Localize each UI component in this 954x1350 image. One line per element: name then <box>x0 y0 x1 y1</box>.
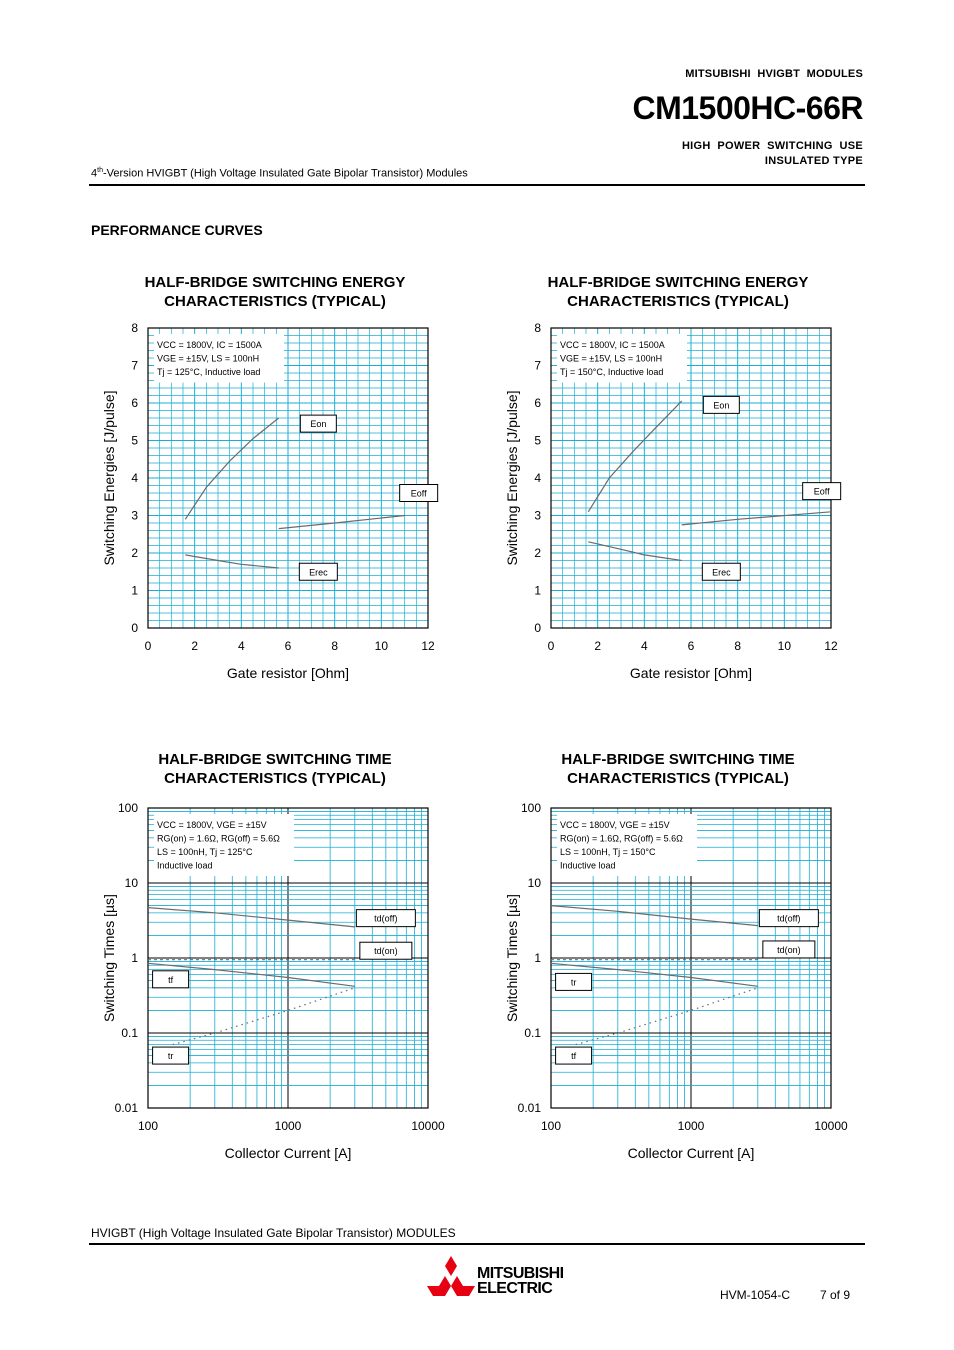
y-tick-label: 7 <box>534 358 541 373</box>
series-label: td(on) <box>777 944 801 955</box>
logo-line-2: ELECTRIC <box>477 1280 553 1297</box>
y-tick-label: 5 <box>131 433 138 448</box>
y-tick-label: 8 <box>131 321 138 335</box>
condition-text: VCC = 1800V, IC = 1500A <box>157 340 262 350</box>
series-label: Eon <box>713 400 730 411</box>
x-axis-label: Gate resistor [Ohm] <box>226 665 350 681</box>
x-tick-label: 8 <box>734 639 742 653</box>
x-tick-label: 10 <box>777 639 792 653</box>
y-tick-label: 5 <box>534 433 541 448</box>
y-tick-label: 8 <box>534 321 541 335</box>
y-tick-label: 6 <box>534 396 541 410</box>
y-tick-label: 3 <box>534 508 541 523</box>
chart-time-125c <box>90 790 450 1170</box>
x-tick-label: 10000 <box>814 1119 848 1133</box>
x-tick-label: 4 <box>640 639 648 653</box>
condition-text: RG(on) = 1.6Ω, RG(off) = 5.6Ω <box>157 833 280 844</box>
series-label: tf <box>571 1051 577 1062</box>
footer-rule <box>89 1243 865 1245</box>
y-axis-label: Switching Energies [J/pulse] <box>504 390 520 566</box>
chart-3-title-line2: CHARACTERISTICS (TYPICAL) <box>164 770 386 787</box>
chart-4-title-line1: HALF-BRIDGE SWITCHING TIME <box>561 751 795 768</box>
condition-text: Tj = 150°C, Inductive load <box>560 367 664 377</box>
chart-3-title <box>115 750 435 788</box>
condition-text: LS = 100nH, Tj = 150°C <box>560 847 656 857</box>
condition-text: VGE = ±15V, LS = 100nH <box>560 353 663 364</box>
chart-1-title-line1: HALF-BRIDGE SWITCHING ENERGY <box>144 274 406 291</box>
chart-energy-150c <box>493 310 853 690</box>
condition-text: Inductive load <box>560 860 616 871</box>
y-tick-label: 100 <box>520 801 541 815</box>
y-tick-label: 0.1 <box>121 1026 138 1040</box>
y-tick-label: 10 <box>124 876 138 890</box>
x-tick-label: 10000 <box>411 1119 445 1133</box>
condition-text: VCC = 1800V, VGE = ±15V <box>560 820 670 830</box>
y-tick-label: 6 <box>131 396 138 410</box>
series-label: td(off) <box>374 913 398 924</box>
chart-3-title-line1: HALF-BRIDGE SWITCHING TIME <box>158 751 392 768</box>
series-eoff <box>279 516 405 529</box>
y-tick-label: 2 <box>534 546 541 560</box>
series-label: Erec <box>712 567 731 578</box>
condition-text: RG(on) = 1.6Ω, RG(off) = 5.6Ω <box>560 833 683 844</box>
header-rule <box>89 184 865 186</box>
x-tick-label: 6 <box>284 639 292 653</box>
x-tick-label: 4 <box>237 639 245 653</box>
y-tick-label: 0.1 <box>524 1026 541 1040</box>
x-tick-label: 12 <box>824 639 838 653</box>
y-tick-label: 0.01 <box>114 1101 138 1115</box>
x-axis-label: Gate resistor [Ohm] <box>629 665 753 681</box>
y-tick-label: 4 <box>534 471 541 485</box>
y-tick-label: 0.01 <box>517 1101 541 1115</box>
chart-energy-125c <box>90 310 450 690</box>
x-tick-label: 0 <box>144 639 152 653</box>
series-label: td(off) <box>777 913 801 924</box>
x-tick-label: 10 <box>374 639 389 653</box>
page-number: 7 of 9 <box>820 1288 851 1302</box>
y-tick-label: 7 <box>131 358 138 373</box>
version-superscript: th <box>97 167 103 174</box>
version-text: -Version HVIGBT (High Voltage Insulated Gate Bipolar Transistor) Modules <box>102 167 468 180</box>
section-title: PERFORMANCE CURVES <box>91 222 263 238</box>
x-tick-label: 100 <box>137 1119 159 1133</box>
series-tdoff <box>148 908 355 927</box>
series-label: Eoff <box>813 486 830 497</box>
mitsubishi-logo-icon <box>427 1255 475 1297</box>
x-tick-label: 1000 <box>274 1119 302 1133</box>
use-line-1: HIGH POWER SWITCHING USE <box>681 140 863 152</box>
chart-1-title <box>115 273 435 311</box>
brand-line: MITSUBISHI HVIGBT MODULES <box>685 68 863 80</box>
x-tick-label: 8 <box>331 639 339 653</box>
chart-2-title-line1: HALF-BRIDGE SWITCHING ENERGY <box>547 274 809 291</box>
condition-text: Tj = 125°C, Inductive load <box>157 367 261 377</box>
y-axis-label: Switching Times [µs] <box>504 894 520 1022</box>
condition-text: Inductive load <box>157 860 213 871</box>
series-label: tr <box>167 1051 174 1062</box>
chart-1-title-line2: CHARACTERISTICS (TYPICAL) <box>164 293 386 310</box>
y-tick-label: 1 <box>131 583 138 598</box>
condition-text: VGE = ±15V, LS = 100nH <box>157 353 260 364</box>
chart-2-title-line2: CHARACTERISTICS (TYPICAL) <box>567 293 789 310</box>
y-axis-label: Switching Times [µs] <box>101 894 117 1022</box>
chart-4-title-line2: CHARACTERISTICS (TYPICAL) <box>567 770 789 787</box>
x-axis-label: Collector Current [A] <box>627 1145 755 1161</box>
chart-2-title <box>518 273 838 311</box>
chart-time-150c <box>493 790 853 1170</box>
y-tick-label: 100 <box>117 801 138 815</box>
y-tick-label: 1 <box>534 583 541 598</box>
y-tick-label: 4 <box>131 471 138 485</box>
x-tick-label: 100 <box>540 1119 562 1133</box>
y-tick-label: 3 <box>131 508 138 523</box>
y-tick-label: 0 <box>131 621 138 635</box>
x-tick-label: 0 <box>547 639 555 653</box>
x-tick-label: 6 <box>687 639 695 653</box>
series-label: Eon <box>310 419 327 430</box>
x-axis-label: Collector Current [A] <box>224 1145 352 1161</box>
y-tick-label: 10 <box>527 876 541 890</box>
y-axis-label: Switching Energies [J/pulse] <box>101 390 117 566</box>
series-label: td(on) <box>374 946 398 957</box>
model-number: CM1500HC-66R <box>632 90 863 126</box>
logo-line-1: MITSUBISHI <box>477 1265 564 1282</box>
version-prefix: 4 <box>91 167 98 180</box>
y-tick-label: 1 <box>534 951 541 965</box>
footer-text: HVIGBT (High Voltage Insulated Gate Bipolar Transistor) MODULES <box>91 1226 456 1240</box>
logo-wordmark <box>477 1266 563 1296</box>
condition-text: VCC = 1800V, VGE = ±15V <box>157 820 267 830</box>
y-tick-label: 0 <box>534 621 541 635</box>
use-line-2: INSULATED TYPE <box>764 155 863 167</box>
x-tick-label: 2 <box>594 639 602 653</box>
chart-4-title <box>518 750 838 788</box>
x-tick-label: 12 <box>421 639 435 653</box>
series-label: tf <box>168 974 174 985</box>
condition-text: LS = 100nH, Tj = 125°C <box>157 847 253 857</box>
series-label: tr <box>570 977 577 988</box>
x-tick-label: 2 <box>191 639 199 653</box>
series-label: Eoff <box>410 488 427 499</box>
condition-text: VCC = 1800V, IC = 1500A <box>560 340 665 350</box>
y-tick-label: 2 <box>131 546 138 560</box>
document-code: HVM-1054-C <box>720 1288 791 1302</box>
version-line <box>91 167 468 180</box>
use-description <box>682 139 863 169</box>
series-label: Erec <box>309 567 328 578</box>
y-tick-label: 1 <box>131 951 138 965</box>
x-tick-label: 1000 <box>677 1119 705 1133</box>
